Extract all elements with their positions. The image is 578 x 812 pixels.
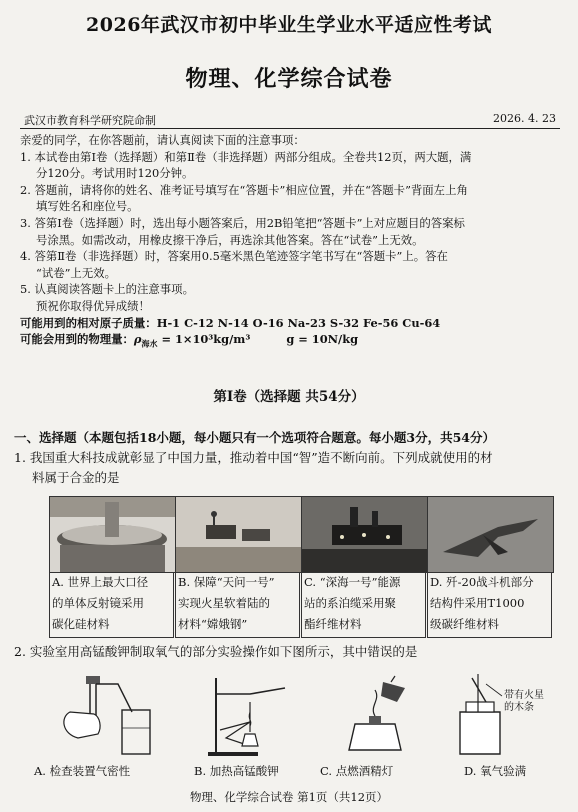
notice-line: 号涂黑。如需改动，用橡皮擦干净后，再选涂其他答案。答在“试卷”上无效。 xyxy=(36,232,424,247)
rho-value: = 1×10³kg/m³ xyxy=(157,332,251,347)
apparatus-oxygen-test xyxy=(440,672,560,760)
q1-option-d[interactable] xyxy=(427,572,552,638)
exam-title: 2026年武汉市初中毕业生学业水平适应性考试 xyxy=(86,14,492,36)
q2-option-b[interactable]: B. 加热高锰酸钾 xyxy=(194,764,279,778)
q1-option-a[interactable] xyxy=(49,572,174,638)
photo-reflector-mirror xyxy=(49,496,176,573)
notice-line: “试卷”上无效。 xyxy=(36,265,116,280)
notice-line: 5. 认真阅读答题卡上的注意事项。 xyxy=(20,282,194,297)
q2-annotation xyxy=(504,690,544,714)
photo-mars-rover xyxy=(175,496,302,573)
exam-date: 2026. 4. 23 xyxy=(493,112,556,125)
option-d-line: 级碳纤维材料 xyxy=(430,617,499,631)
option-a-line: 的单体反射镜采用 xyxy=(52,596,144,610)
option-a-line: A. 世界上最大口径 xyxy=(52,575,149,589)
rho-subscript: 海水 xyxy=(141,338,158,349)
notice-line: 4. 答第Ⅱ卷（非选择题）时，答案用0.5毫米黑色笔迹签字笔书写在“答题卡”上。答在 xyxy=(20,249,448,264)
photo-j20-fighter xyxy=(427,496,554,573)
section-title: 第Ⅰ卷（选择题 共54分） xyxy=(213,389,365,405)
physics-constants-line xyxy=(20,331,560,352)
q2-option-a[interactable]: A. 检查装置气密性 xyxy=(34,764,131,778)
option-d-line: D. 歼-20战斗机部分 xyxy=(430,575,534,589)
physics-prefix: 可能会用到的物理量： xyxy=(20,332,134,347)
annotation-line: 带有火星 xyxy=(504,690,544,701)
atomic-mass-line: 可能用到的相对原子质量：H-1 C-12 N-14 O-16 Na-23 S-32 Fe-56 Cu-64 xyxy=(20,315,441,330)
q1-stem-line: 料属于合金的是 xyxy=(32,470,120,485)
notice-block xyxy=(20,132,560,352)
q1-stem-line: 1. 我国重大科技成就彰显了中国力量，推动着中国“智”造不断向前。下列成就使用的材 xyxy=(14,450,493,465)
publisher: 武汉市教育科学研究院命制 xyxy=(24,114,156,127)
notice-line: 1. 本试卷由第Ⅰ卷（选择题）和第Ⅱ卷（非选择题）两部分组成。全卷共12页，两大题，满 xyxy=(20,149,472,164)
subject-title: 物理、化学综合试卷 xyxy=(185,66,393,92)
q2-option-d[interactable]: D. 氧气验满 xyxy=(464,764,527,778)
apparatus-alcohol-lamp xyxy=(325,672,425,760)
section-instruction xyxy=(14,428,566,448)
option-c-line: 酯纤维材料 xyxy=(304,617,362,631)
g-value: g = 10N/kg xyxy=(286,332,359,347)
option-b-line: 材料“嫦娥钢” xyxy=(178,617,248,631)
notice-line: 分120分。考试用时120分钟。 xyxy=(36,166,194,181)
q1-option-b[interactable] xyxy=(175,572,300,638)
q1-option-c[interactable] xyxy=(301,572,426,638)
notice-line: 预祝你取得优异成绩！ xyxy=(36,298,150,313)
option-d-line: 结构件采用T1000 xyxy=(430,596,525,610)
option-c-line: C. “深海一号”能源 xyxy=(304,575,401,589)
option-c-line: 站的系泊缆采用聚 xyxy=(304,596,396,610)
option-b-line: 实现火星软着陆的 xyxy=(178,596,270,610)
header-divider xyxy=(20,128,560,129)
instruction-text: 一、选择题（本题包括18小题，每小题只有一个选项符合题意。每小题3分，共54分） xyxy=(14,430,495,445)
option-b-line: B. 保障“天问一号” xyxy=(178,575,275,589)
option-a-line: 碳化硅材料 xyxy=(52,617,110,631)
notice-line: 亲爱的同学，在你答题前，请认真阅读下面的注意事项： xyxy=(20,133,305,147)
notice-line: 填写姓名和座位号。 xyxy=(36,199,139,214)
notice-line: 3. 答第Ⅰ卷（选择题）时，选出每小题答案后，用2B铅笔把“答题卡”上对应题目的答案标 xyxy=(20,215,465,230)
q2-option-c[interactable]: C. 点燃酒精灯 xyxy=(320,764,394,778)
page-footer: 物理、化学综合试卷 第1页（共12页） xyxy=(189,790,389,804)
apparatus-heating-kmno4 xyxy=(190,672,310,760)
rho-symbol: ρ xyxy=(133,332,142,347)
apparatus-airtightness-check xyxy=(40,672,160,760)
photo-deep-sea-platform xyxy=(301,496,428,573)
q2-stem: 2. 实验室用高锰酸钾制取氧气的部分实验操作如下图所示，其中错误的是 xyxy=(14,644,418,659)
q1-stem xyxy=(14,448,566,488)
annotation-line: 的木条 xyxy=(504,702,534,713)
notice-line: 2. 答题前，请将你的姓名、准考证号填写在“答题卡”相应位置，并在“答题卡”背面左上角 xyxy=(20,182,468,197)
